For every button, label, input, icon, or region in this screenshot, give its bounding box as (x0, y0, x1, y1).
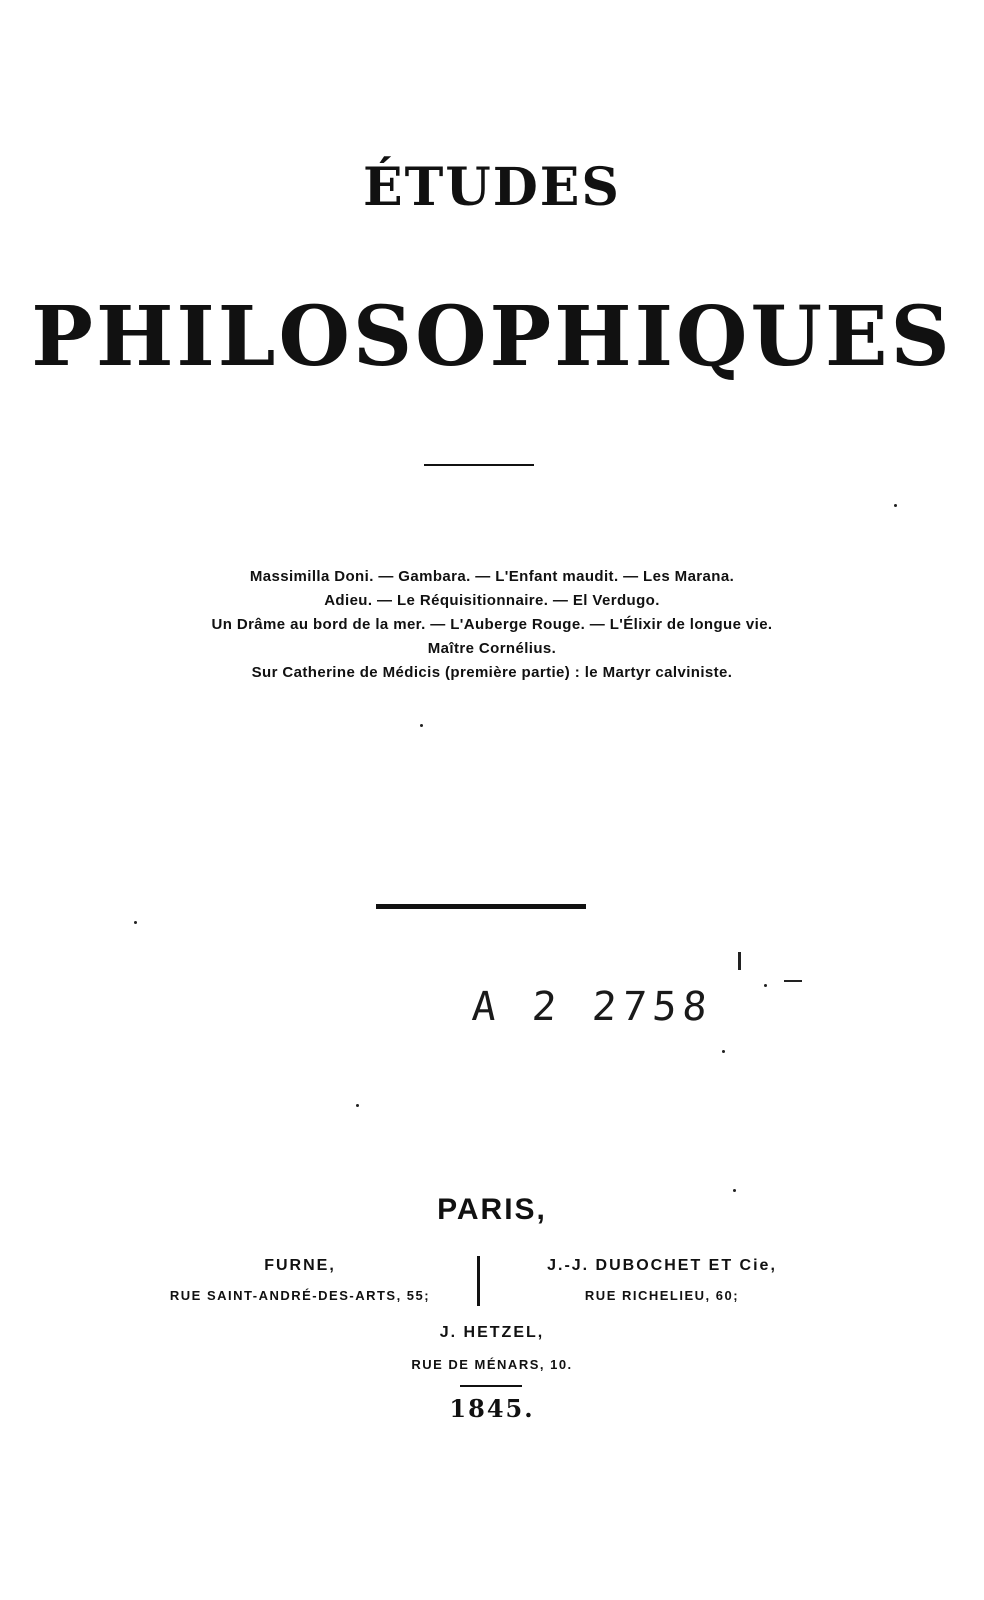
right-publisher-block (522, 1251, 802, 1311)
imprint-divider (477, 1256, 480, 1306)
contents-list (0, 565, 984, 685)
scan-speck (764, 984, 767, 987)
center-publisher-name: J. HETZEL, (439, 1324, 545, 1341)
short-rule (424, 464, 534, 466)
scan-speck (722, 1050, 725, 1053)
scan-mark (738, 952, 741, 970)
scan-mark (784, 980, 802, 982)
handwritten-shelfmark: A 2 2758 (470, 984, 715, 1030)
center-publisher-block (0, 1317, 984, 1381)
contents-line: Maître Cornélius. (427, 640, 557, 657)
contents-line: Massimilla Doni. — Gambara. — L'Enfant maudit. — Les Marana. (249, 568, 735, 585)
title-line-2: PHILOSOPHIQUES (31, 289, 953, 385)
scan-speck (134, 921, 137, 924)
contents-line: Sur Catherine de Médicis (première partie) : le Martyr calviniste. (251, 664, 733, 681)
contents-line: Adieu. — Le Réquisitionnaire. — El Verdugo. (324, 592, 660, 609)
date-rule (460, 1385, 522, 1387)
imprint-year: 1845. (449, 1394, 535, 1423)
scan-speck (356, 1104, 359, 1107)
title-line-1: ÉTUDES (363, 157, 621, 218)
left-publisher-address: RUE SAINT-ANDRÉ-DES-ARTS, 55; (169, 1288, 431, 1303)
center-publisher-address: RUE DE MÉNARS, 10. (411, 1357, 573, 1372)
scan-speck (894, 504, 897, 507)
imprint-city: PARIS, (437, 1193, 547, 1226)
scan-speck (733, 1189, 736, 1192)
scan-speck (420, 724, 423, 727)
left-publisher-block (150, 1251, 450, 1311)
contents-line: Un Drâme au bord de la mer. — L'Auberge Rouge. — L'Élixir de longue vie. (211, 616, 773, 633)
thick-rule (376, 904, 586, 909)
right-publisher-name: J.-J. DUBOCHET ET Cie, (547, 1257, 777, 1274)
left-publisher-name: FURNE, (264, 1257, 336, 1274)
right-publisher-address: RUE RICHELIEU, 60; (584, 1288, 740, 1303)
